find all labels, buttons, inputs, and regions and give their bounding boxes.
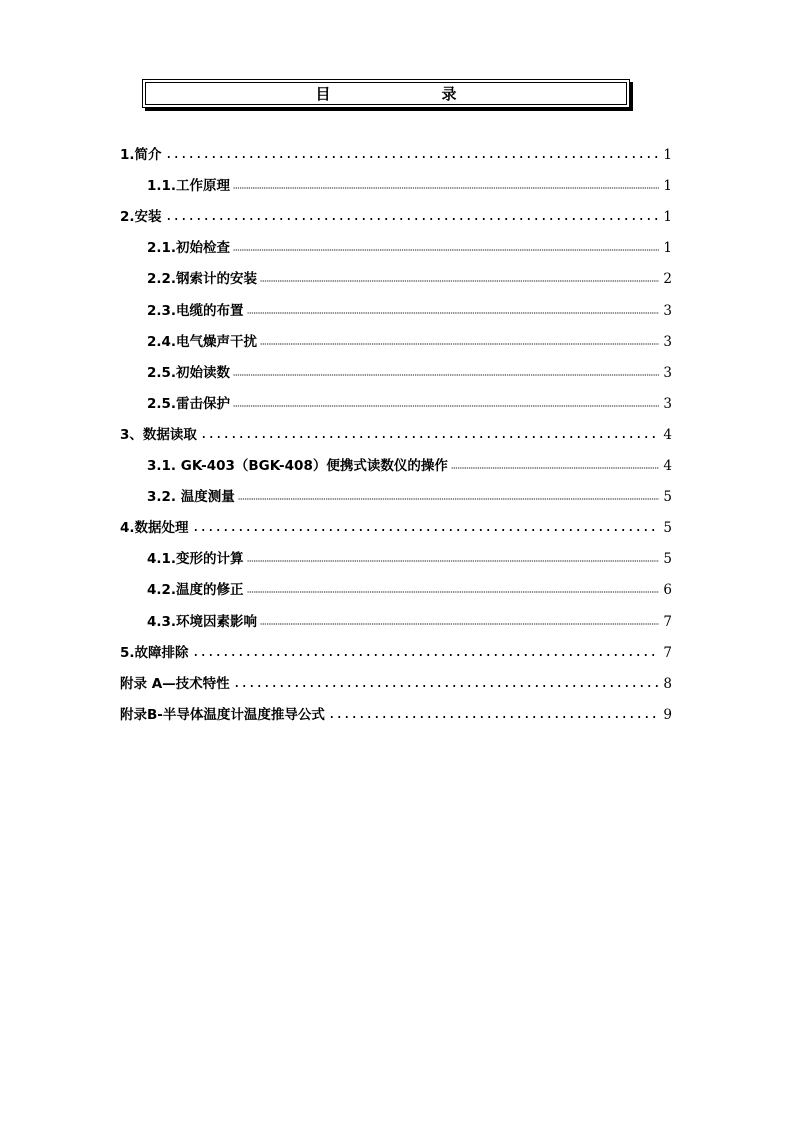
toc-entry[interactable] [120, 610, 672, 630]
toc-entry[interactable] [120, 641, 672, 661]
toc-entry-label: 2.5.雷击保护 [147, 395, 231, 412]
toc-entry[interactable] [120, 330, 672, 350]
toc-entry[interactable] [120, 516, 672, 536]
toc-entry[interactable] [120, 299, 672, 319]
toc-entry-label: 2.1.初始检查 [147, 240, 231, 257]
toc-entry[interactable] [120, 361, 672, 381]
toc-entry[interactable] [120, 578, 672, 598]
toc-entry-label: 5.故障排除 [120, 644, 189, 661]
toc-page-number: 9 [663, 706, 672, 723]
toc-page-number: 4 [663, 426, 672, 443]
toc-dot-leader [200, 435, 660, 439]
toc-dot-leader [247, 590, 660, 594]
toc-page-number: 6 [663, 582, 672, 599]
toc-entry[interactable] [120, 672, 672, 692]
toc-page-number: 1 [663, 209, 672, 226]
toc-entry-label: 附录B-半导体温度计温度推导公式 [120, 706, 325, 723]
toc-page-number: 3 [663, 302, 672, 319]
toc-entry-label: 2.4.电气燥声干扰 [147, 333, 258, 350]
toc-entry[interactable] [120, 205, 672, 225]
toc-entry[interactable] [120, 454, 672, 474]
toc-page-number: 5 [663, 520, 672, 537]
toc-dot-leader [238, 497, 660, 501]
toc-dot-leader [247, 311, 660, 315]
toc-title: 目 录 [315, 85, 505, 103]
toc-entry-label: 1.1.工作原理 [147, 178, 231, 195]
toc-dot-leader [192, 653, 660, 657]
toc-page-number: 3 [663, 395, 672, 412]
toc-entry-label: 4.1.变形的计算 [147, 551, 244, 568]
toc-page-number: 3 [663, 364, 672, 381]
toc-dot-leader [165, 155, 660, 159]
toc-page-number: 5 [663, 551, 672, 568]
toc-entry[interactable] [120, 547, 672, 567]
toc-entry[interactable] [120, 236, 672, 256]
toc-title-box [142, 79, 630, 108]
toc-dot-leader [451, 466, 660, 470]
toc-entry-label: 2.2.钢索计的安装 [147, 271, 258, 288]
toc-dot-leader [233, 684, 660, 688]
toc-dot-leader [247, 559, 660, 563]
toc-entry-label: 4.数据处理 [120, 520, 189, 537]
toc-entry-label: 3、数据读取 [120, 426, 197, 443]
toc-dot-leader [233, 404, 659, 408]
toc-entry[interactable] [120, 703, 672, 723]
toc-entry[interactable] [120, 485, 672, 505]
toc-entry-label: 附录 A—技术特性 [120, 675, 230, 692]
toc-entry[interactable] [120, 392, 672, 412]
toc-entry-label: 2.3.电缆的布置 [147, 302, 244, 319]
toc-page-number: 8 [663, 675, 672, 692]
toc-entry[interactable] [120, 423, 672, 443]
toc-dot-leader [328, 715, 660, 719]
toc-page-number: 1 [663, 240, 672, 257]
toc-dot-leader [260, 342, 659, 346]
toc-page-number: 2 [663, 271, 672, 288]
toc-entry-label: 4.2.温度的修正 [147, 582, 244, 599]
toc-entry[interactable] [120, 174, 672, 194]
toc-dot-leader [165, 217, 660, 221]
toc-entry-label: 4.3.环境因素影响 [147, 613, 258, 630]
toc-dot-leader [260, 279, 659, 283]
toc-dot-leader [260, 622, 659, 626]
toc-dot-leader [233, 373, 659, 377]
toc-entry-label: 2.安装 [120, 209, 162, 226]
toc-entry-label: 2.5.初始读数 [147, 364, 231, 381]
toc-entry[interactable] [120, 267, 672, 287]
toc-page-number: 4 [663, 458, 672, 474]
toc-entry-label: 1.简介 [120, 147, 162, 163]
toc-entry-label: 3.1. GK-403（BGK-408）便携式读数仪的操作 [147, 458, 448, 474]
toc-dot-leader [233, 186, 659, 190]
toc-page-number: 1 [663, 178, 672, 195]
toc-page-number: 5 [663, 489, 672, 506]
toc-page-number: 1 [663, 147, 672, 163]
toc-entry-label: 3.2. 温度测量 [147, 489, 235, 506]
toc-page-number: 7 [663, 613, 672, 630]
toc-page-number: 7 [663, 644, 672, 661]
toc-dot-leader [233, 248, 659, 252]
toc-dot-leader [192, 528, 660, 532]
toc-entry[interactable] [120, 143, 672, 163]
toc-page-number: 3 [663, 333, 672, 350]
